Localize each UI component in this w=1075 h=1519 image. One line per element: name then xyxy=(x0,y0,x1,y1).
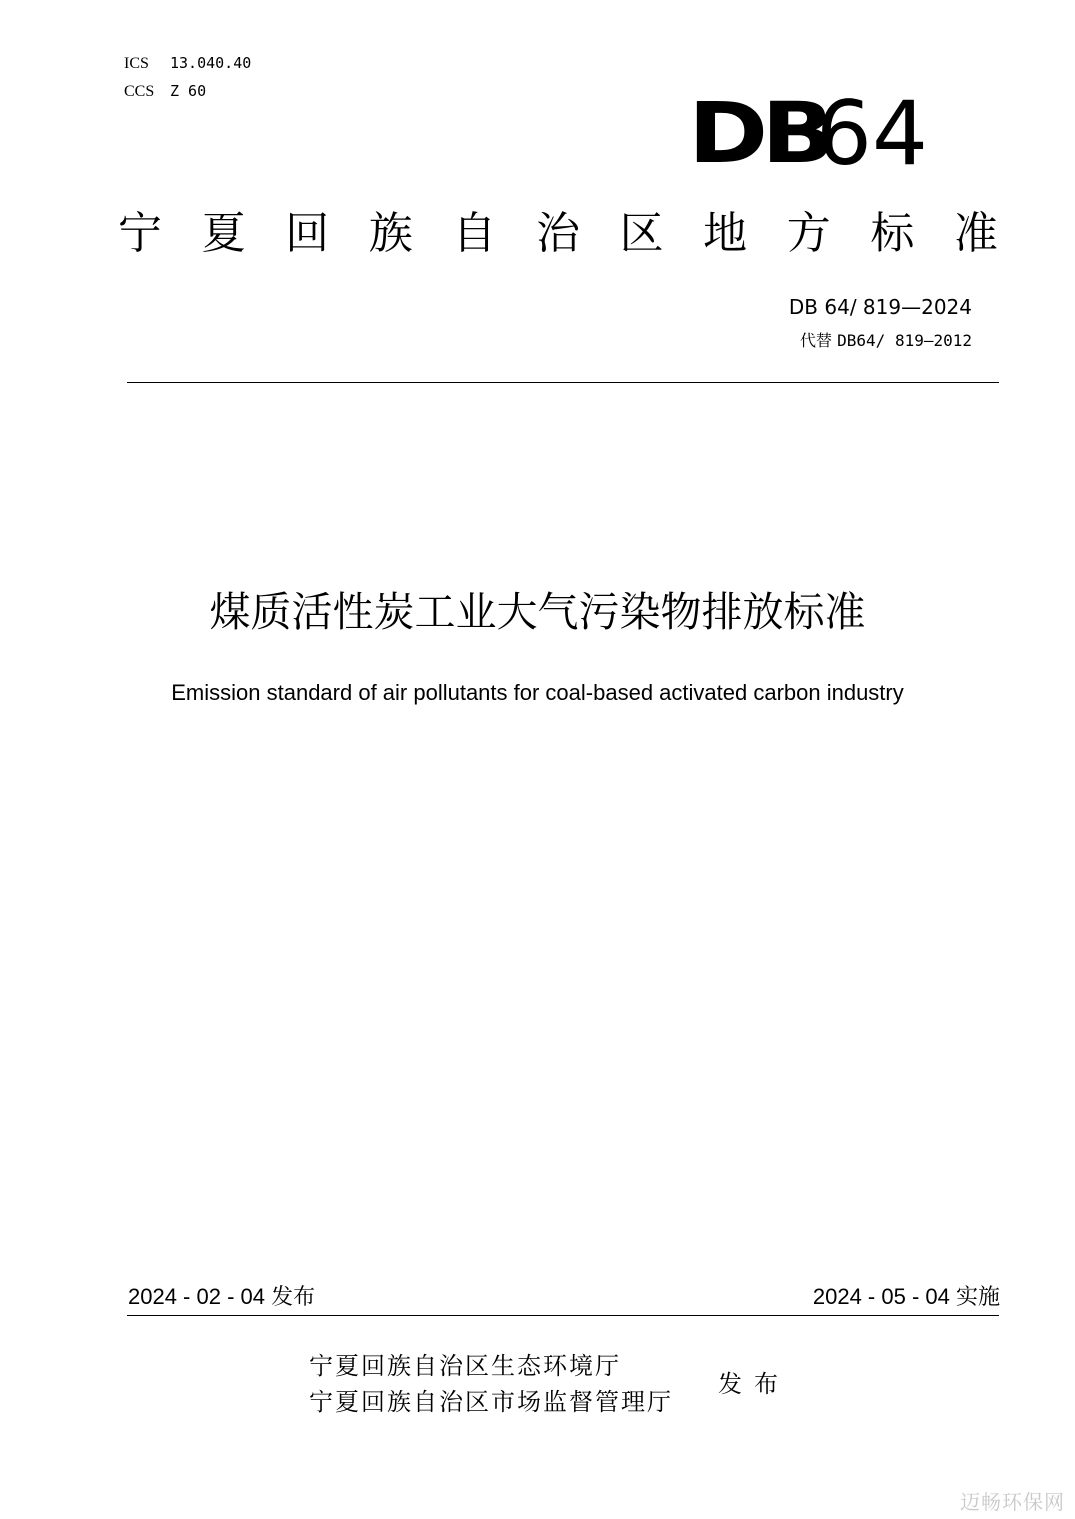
authority-char: 宁 xyxy=(118,208,162,259)
standard-number: DB 64/ 819—2024 xyxy=(788,295,972,319)
authority-char: 标 xyxy=(870,208,915,259)
implement-label: 实施 xyxy=(955,1285,1000,1310)
authority-char: 夏 xyxy=(201,208,246,259)
title-english: Emission standard of air pollutants for coal-based activated carbon industry xyxy=(171,680,904,705)
logo-number: 64 xyxy=(816,82,928,185)
authority-char: 治 xyxy=(535,208,580,259)
authority-char: 区 xyxy=(619,208,664,259)
header-divider xyxy=(127,382,999,383)
authority-char: 准 xyxy=(953,208,998,259)
ccs-value: Z 60 xyxy=(170,82,207,100)
authority-char: 族 xyxy=(368,208,413,259)
publish-date: 2024 - 02 - 04 xyxy=(128,1284,265,1309)
issuer-ecology: 宁夏回族自治区生态环境厅 xyxy=(309,1352,621,1380)
ccs-label: CCS xyxy=(124,83,155,100)
replaces-label: 代替 xyxy=(800,331,833,350)
title-chinese: 煤质活性炭工业大气污染物排放标准 xyxy=(209,588,866,636)
implement-date: 2024 - 05 - 04 xyxy=(812,1284,950,1309)
issuer-market-regulation: 宁夏回族自治区市场监督管理厅 xyxy=(309,1388,673,1416)
footer-divider xyxy=(127,1315,999,1316)
ics-value: 13.040.40 xyxy=(170,54,252,72)
issue-action: 发布 xyxy=(718,1370,790,1398)
standard-authority xyxy=(118,206,998,262)
db-logo xyxy=(688,82,928,185)
replaces-standard xyxy=(800,330,972,352)
logo-letters: DB xyxy=(688,84,829,182)
implement-date-line xyxy=(813,1282,1000,1313)
publish-label: 发布 xyxy=(271,1285,316,1310)
authority-char: 自 xyxy=(452,208,497,259)
authority-char: 地 xyxy=(703,208,748,259)
ics-label: ICS xyxy=(124,55,149,72)
authority-char: 方 xyxy=(786,208,831,259)
publish-date-line xyxy=(128,1282,315,1313)
site-watermark: 迈畅环保网 xyxy=(960,1490,1065,1514)
ics-row xyxy=(124,53,251,74)
ccs-row xyxy=(124,81,206,102)
replaces-number: DB64/ 819—2012 xyxy=(837,331,972,350)
authority-char: 回 xyxy=(285,208,330,259)
